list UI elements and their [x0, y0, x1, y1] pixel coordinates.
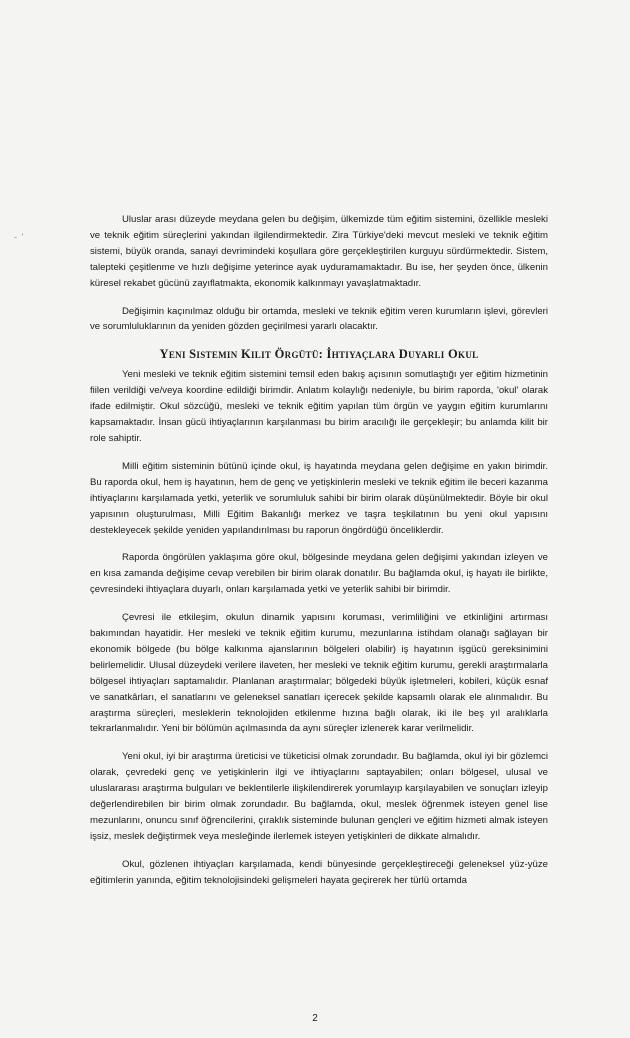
paragraph: Değişimin kaçınılmaz olduğu bir ortamda, mesleki ve teknik eğitim veren kurumların işlevi, görevleri ve sorumluluklarının da yeniden gözden geçirilmesi yararlı olacaktır. [90, 305, 548, 333]
paragraph: Yeni okul, iyi bir araştırma üreticisi ve tüketicisi olmak zorundadır. Bu bağlamda, okul iyi bir gözlemci olarak, çevredeki genç ve yetişkinlerin ilgi ve ihtiyaçlarını saptayabilen; onları bölgesel, ulusal ve uluslararası araştırma bulguları ve beklentilerle ilişkilendirerek yorumlayıp karşılayabilen ve sonuçları izleyip değerlendirebilen bir birim olmak zorundadır. Bu bağlamda, okul, meslek öğrenmek isteyen genel lise mezunlarını, onuncu sınıf öğrencilerini, çıraklık sisteminde bulunan gençleri ve eğitim hizmeti almak isteyen işsiz, meslek değiştirmek veya mesleğinde ilerlemek isteyen yetişkinleri de dikkate almalıdır. [90, 751, 548, 842]
paragraph: Çevresi ile etkileşim, okulun dinamik yapısını koruması, verimliliğini ve etkinliğini artırması bakımından hayatidir. Her mesleki ve teknik eğitim kurumu, mezunlarına istihdam olanağı sağlayan bir ekonomik bölgede (bu bölge kalkınma ajanslarının bölgeleri olabilir) iş hayatının işgücü gereksinimini belirlemelidir. Ulusal düzeydeki verilere ilaveten, her mesleki ve teknik eğitim kurumu, gerekli araştırmalarla bölgesel ihtiyaçları saptamalıdır. Planlanan araştırmalar; bölgedeki büyük işletmeleri, kobileri, küçük esnaf ve sanatkârları, el sanatlarını ve geleneksel sanatları içerecek şekilde kapsamlı olarak ele alınmalıdır. Bu araştırma süreçleri, mesleklerin teknolojiden etkilenme hızına bağlı olarak, iki ile beş yıl aralıklarla tekrarlanmalıdır. Yeni bir bölümün açılmasında da aynı süreçler izlenerek karar verilmelidir. [90, 612, 548, 735]
paragraph: Okul, gözlenen ihtiyaçları karşılamada, kendi bünyesinde gerçekleştireceği geleneksel yüz-yüze eğitimlerin yanında, eğitim teknolojisindeki gelişmeleri hayata geçirerek her türlü ortamda [90, 858, 548, 886]
page-number: 2 [312, 1013, 318, 1024]
paragraph: Uluslar arası düzeyde meydana gelen bu değişim, ülkemizde tüm eğitim sistemini, özellikle mesleki ve teknik eğitim süreçlerini yakından ilgilendirmektedir. Zira Türkiye'deki mevcut mesleki ve teknik eğitim sistemi, büyük oranda, sanayi devrimindeki koşullara göre gerçekleştirilen kurguyu sürdürmektedir. Sistem, talepteki çeşitlenme ve hızlı değişime yeterince ayak uyduramamaktadır. Bu ise, her şeyden önce, ülkenin küresel rekabet gücünü zayıflatmakta, ekonomik kalkınmayı yavaşlatmaktadır. [90, 214, 548, 289]
paragraph: Milli eğitim sisteminin bütünü içinde okul, iş hayatında meydana gelen değişime en yakın birimdir. Bu raporda okul, hem iş hayatının, hem de genç ve yetişkinlerin mesleki ve teknik eğitim ile beceri kazanma ihtiyaçlarını karşılamada yetki, yeterlik ve sorumluluk sahibi bir birim olarak düşünülmektedir. Böyle bir okul yapısının oluşturulması, Milli Eğitim Bakanlığı merkez ve taşra teşkilatının bu yeni okul yapısını destekleyecek şekilde yeniden yapılandırılması bu raporun öngördüğü önceliklerdir. [90, 460, 548, 536]
paragraph: Yeni mesleki ve teknik eğitim sistemini temsil eden bakış açısının somutlaştığı yer eğitim hizmetinin fiilen verildiği ve/veya koordine edildiği birimdir. Anlatım kolaylığı nedeniyle, bu birim raporda, 'okul' olarak ifade edilmiştir. Okul sözcüğü, mesleki ve teknik eğitim yapılan tüm örgün ve yaygın eğitim kurumlarını kapsamaktadır. İnsan gücü ihtiyaçlarının karşılanması bu birim aracılığı ile gerçekleşir; bu anlamda kilit bir role sahiptir. [90, 369, 548, 444]
margin-mark: - ' [14, 232, 25, 242]
section-heading: Yeni Sistemin Kilit Örgütü: İhtiyaçlara Duyarlı Okul [159, 347, 479, 362]
page-body [90, 212, 548, 901]
paragraph: Raporda öngörülen yaklaşıma göre okul, bölgesinde meydana gelen değişimi yakından izleyen ve en kısa zamanda değişime cevap verebilen bir birim olarak donatılır. Bu bağlamda okul, iş hayatı ile birlikte, çevresindeki ihtiyaçlara duyarlı, onları karşılamada yetki ve yeterlik sahibi bir birimdir. [90, 552, 548, 596]
